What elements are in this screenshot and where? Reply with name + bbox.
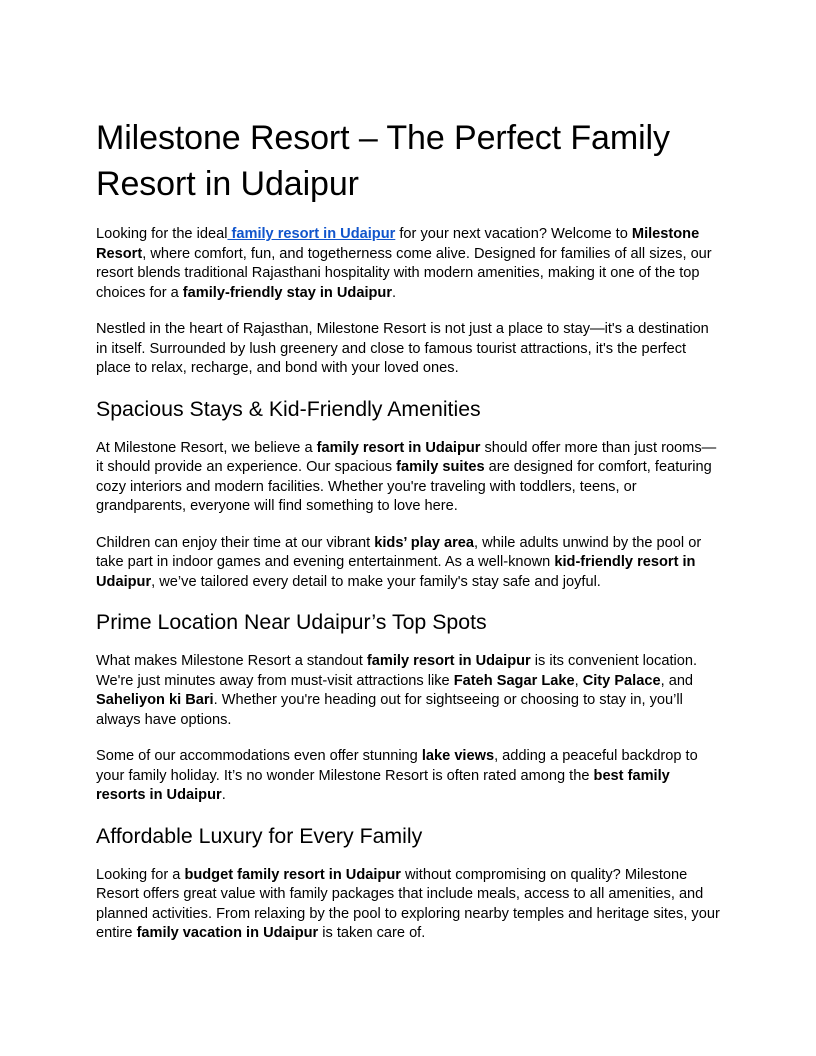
section-heading-amenities: Spacious Stays & Kid-Friendly Amenities — [96, 396, 481, 421]
text-run: , adding a peaceful backdrop to your family holiday. It’s no wonder Milestone Resort is often rated among the — [96, 748, 698, 784]
affordable-paragraph-1 — [96, 866, 720, 944]
bold-text: family resort in Udaipur — [316, 439, 481, 456]
text-run: is its convenient location. We're just minutes away from must-visit attractions like — [96, 653, 698, 689]
text-run: , where comfort, fun, and togetherness come alive. Designed for families of all sizes, our resort blends traditional Rajasthani hospitality with modern amenities, making it one of the top choices for a — [96, 245, 712, 301]
text-run: . — [221, 787, 226, 803]
bold-text: kids’ play area — [374, 534, 475, 551]
bold-text: family suites — [396, 459, 485, 475]
text-run: Children can enjoy their time at our vibrant — [96, 534, 375, 551]
bold-text: best family resorts in Udaipur — [96, 767, 670, 803]
bold-text: kid-friendly resort in Udaipur — [96, 554, 696, 590]
text-run: Looking for the ideal — [96, 226, 228, 242]
bold-text: Fateh Sagar Lake — [453, 672, 575, 689]
text-run: are designed for comfort, featuring cozy interiors and modern facilities. Whether you're traveling with toddlers, teens, or grandparents, everyone will find something to love here. — [96, 459, 712, 514]
text-run: for your next vacation? Welcome to — [395, 226, 632, 242]
text-run: , we’ve tailored every detail to make your family's stay safe and joyful. — [151, 573, 601, 590]
amenities-paragraph-1 — [96, 439, 720, 517]
text-run: Looking for a — [96, 866, 185, 883]
text-run: , while adults unwind by the pool or take part in indoor games and evening entertainment. As a well-known — [96, 534, 702, 570]
bold-text: lake views — [421, 748, 495, 764]
family-resort-link[interactable]: family resort in Udaipur — [227, 226, 396, 242]
document-page — [96, 96, 720, 961]
text-run: At Milestone Resort, we believe a — [96, 439, 317, 456]
bold-text: family resort in Udaipur — [366, 653, 531, 669]
bold-text: family-friendly stay in Udaipur — [182, 284, 393, 301]
text-run: , and — [660, 672, 694, 689]
amenities-paragraph-2 — [96, 534, 720, 593]
text-run: Some of our accommodations even offer stunning — [96, 748, 422, 764]
section-heading-location: Prime Location Near Udaipur’s Top Spots — [96, 610, 487, 634]
text-run: What makes Milestone Resort a standout — [96, 653, 367, 669]
bold-text: family vacation in Udaipur — [136, 925, 319, 941]
page-title: Milestone Resort – The Perfect Family Resort in Udaipur — [96, 119, 670, 203]
text-run: should offer more than just rooms—it should provide an experience. Our spacious — [96, 439, 717, 475]
location-paragraph-1 — [96, 652, 720, 730]
location-paragraph-2 — [96, 747, 720, 806]
section-heading-affordable: Affordable Luxury for Every Family — [96, 823, 423, 848]
bold-text: Milestone Resort — [96, 226, 700, 262]
bold-text: Saheliyon ki Bari — [96, 692, 214, 708]
text-run: , — [574, 672, 583, 689]
bold-text: City Palace — [582, 672, 661, 689]
text-run: without compromising on quality? Milestone Resort offers great value with family packages that include meals, access to all amenities, and planned activities. From relaxing by the pool to exploring nearby temples and heritage sites, your entire — [96, 866, 720, 941]
bold-text: budget family resort in Udaipur — [184, 866, 401, 883]
intro-paragraph-1 — [96, 225, 720, 303]
text-run: . Whether you're heading out for sightseeing or choosing to stay in, you’ll always have options. — [96, 692, 683, 728]
intro-paragraph-2: Nestled in the heart of Rajasthan, Milestone Resort is not just a place to stay—it's a destination in itself. Surrounded by lush greenery and close to famous tourist attractions, it's the perfect place to relax, recharge, and bond with your loved ones. — [96, 321, 709, 376]
text-run: . — [392, 284, 397, 301]
text-run: is taken care of. — [318, 925, 426, 941]
